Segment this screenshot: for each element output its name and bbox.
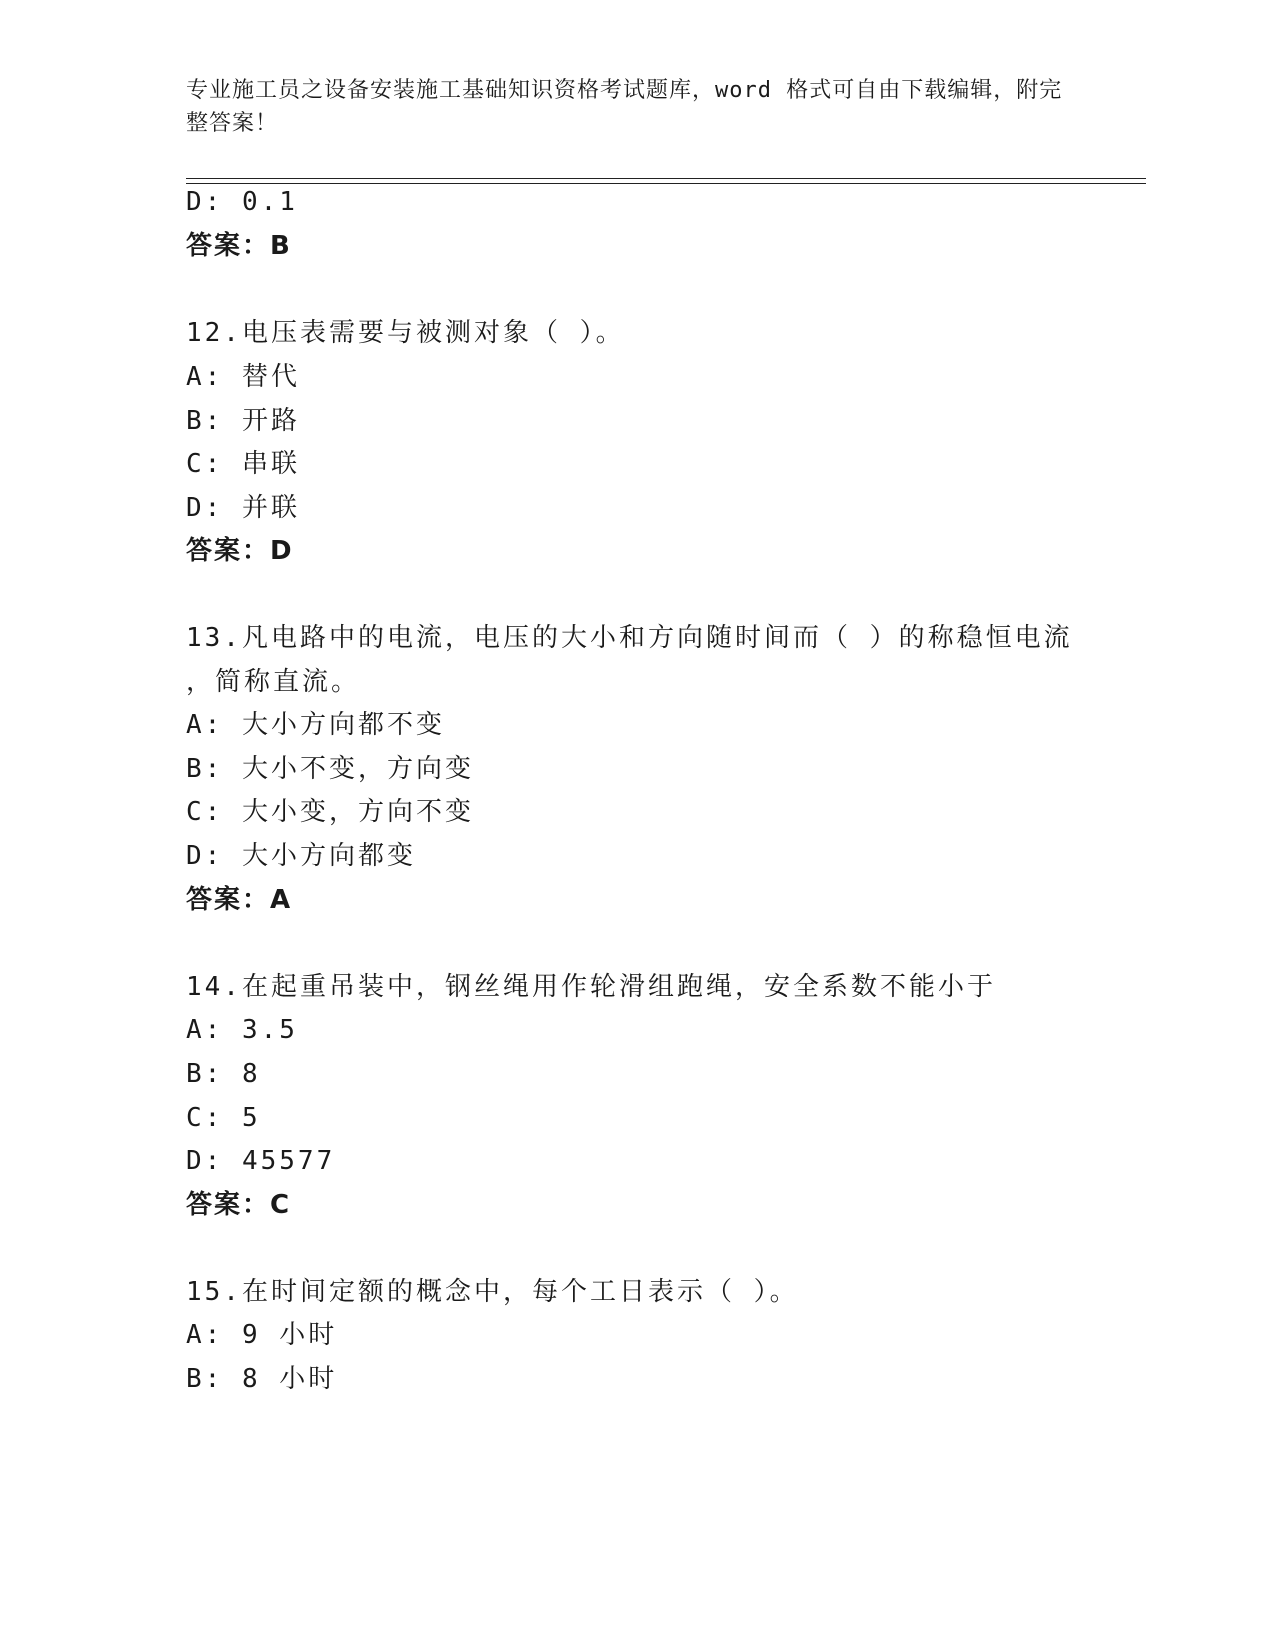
option-d: D: 0.1 [186,187,298,217]
option-a: A: 9 小时 [186,1320,338,1350]
option-c: C: 大小变，方向不变 [186,797,474,827]
header-divider-top [186,178,1146,179]
option-a: A: 大小方向都不变 [186,710,445,740]
option-a: A: 3.5 [186,1015,298,1045]
question-stem: 12.电压表需要与被测对象（ ）。 [186,318,625,348]
option-b: B: 8 小时 [186,1364,338,1394]
header-divider-bottom [186,183,1146,184]
answer-line: 答案：C [186,1190,292,1220]
option-b: B: 大小不变，方向变 [186,754,474,784]
option-d: D: 45577 [186,1146,336,1176]
option-b: B: 开路 [186,406,300,436]
question-stem-continuation: ，简称直流。 [186,667,361,697]
question-stem: 15.在时间定额的概念中，每个工日表示（ ）。 [186,1277,799,1307]
option-d: D: 大小方向都变 [186,841,416,871]
option-a: A: 替代 [186,362,300,392]
option-d: D: 并联 [186,493,300,523]
option-c: C: 5 [186,1103,261,1133]
answer-line: 答案：D [186,536,294,566]
answer-line: 答案：A [186,885,293,915]
option-b: B: 8 [186,1059,261,1089]
answer-line: 答案：B [186,231,292,261]
question-stem: 13.凡电路中的电流，电压的大小和方向随时间而（ ）的称稳恒电流 [186,623,1073,653]
document-header: 专业施工员之设备安装施工基础知识资格考试题库，word 格式可自由下载编辑，附完整答案！ [186,78,1063,136]
option-c: C: 串联 [186,449,300,479]
question-stem: 14.在起重吊装中，钢丝绳用作轮滑组跑绳，安全系数不能小于 [186,972,996,1002]
